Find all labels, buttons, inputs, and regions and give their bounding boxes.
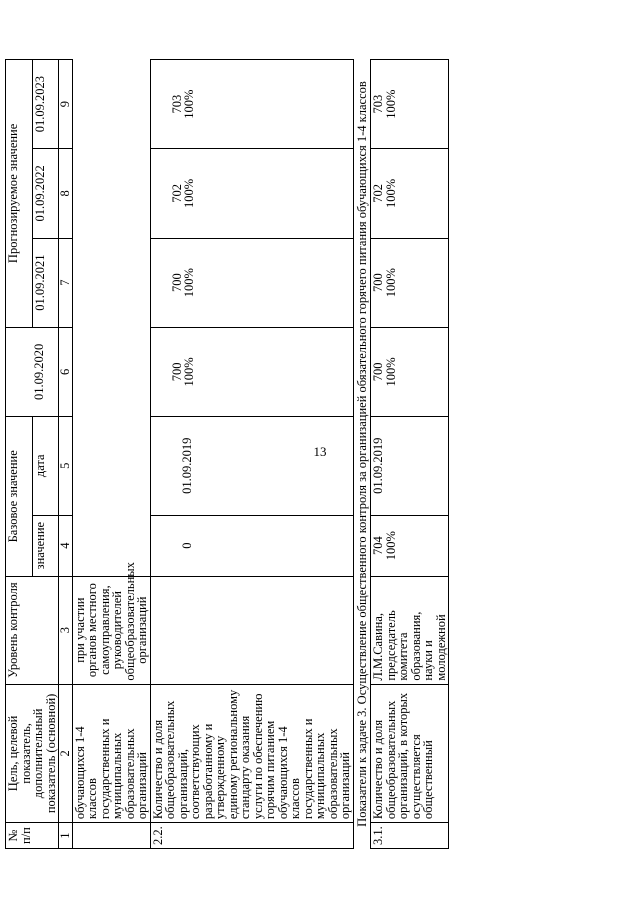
row-cell	[72, 515, 150, 576]
row-num: 3.1.	[371, 823, 449, 849]
row-level-continued: при участии органов местного самоуправления, руководителей общеобразовательных организаций	[72, 576, 150, 684]
table-row	[72, 60, 150, 849]
row-num: 2.2.	[150, 823, 353, 849]
row-value-2020: 700 100%	[150, 327, 353, 416]
col-number: 1	[59, 823, 73, 849]
col-number: 4	[59, 515, 73, 576]
header-date-2023: 01.09.2023	[32, 60, 59, 149]
header-goal: Цель, целевой показатель, дополнительный показатель (основной)	[6, 684, 59, 823]
header-date-2021: 01.09.2021	[32, 238, 59, 327]
col-number: 9	[59, 60, 73, 149]
row-goal: Количество и доля общеобразовательных организаций, соответствующих разработанному и утвержденному единому региональному стандарту оказания услуги по обеспечению горячим питанием обучающихся 1-4 классов государственных и муниципальных образовательных организаций	[150, 684, 353, 823]
row-cell	[72, 416, 150, 515]
row-value-2023: 703 100%	[150, 60, 353, 149]
header-date-2022: 01.09.2022	[32, 149, 59, 238]
row-level: Л.М.Савина, председатель комитета образования, науки и молодежной	[371, 576, 449, 684]
col-number: 5	[59, 416, 73, 515]
row-cell	[72, 149, 150, 238]
col-number: 7	[59, 238, 73, 327]
row-value-2021: 700 100%	[150, 238, 353, 327]
row-value-2021: 700 100%	[371, 238, 449, 327]
row-base-date: 01.09.2019	[371, 416, 449, 515]
header-level: Уровень контроля	[6, 576, 59, 684]
row-value-2023: 703 100%	[371, 60, 449, 149]
row-level	[150, 576, 353, 684]
table-row	[150, 60, 353, 849]
header-forecast: Прогнозируемое значение	[6, 60, 33, 328]
indicators-table	[5, 59, 449, 849]
row-base-value: 0	[150, 515, 353, 576]
table-row	[371, 60, 449, 849]
row-value-2020: 700 100%	[371, 327, 449, 416]
row-goal-continued: обучающихся 1-4 классов государственных и муниципальных образовательных организаций	[72, 684, 150, 823]
section-title: Показатели к задаче 3. Осуществление общественного контроля за организацией обязательного горячего питания обучающихся 1-4 классов	[353, 60, 371, 849]
row-base-date: 01.09.2019	[150, 416, 353, 515]
rotated-table-wrapper	[5, 59, 455, 849]
header-num: № п/п	[6, 823, 59, 849]
row-value-2022: 702 100%	[371, 149, 449, 238]
header-base-value: значение	[32, 515, 59, 576]
header-base-date: дата	[32, 416, 59, 515]
row-cell	[72, 327, 150, 416]
page-number: 13	[313, 444, 327, 459]
header-forecast-spacer	[6, 327, 33, 416]
row-value-2022: 702 100%	[150, 149, 353, 238]
header-base: Базовое значение	[6, 416, 33, 576]
col-number: 6	[59, 327, 73, 416]
col-number: 2	[59, 684, 73, 823]
row-goal: Количество и доля общеобразовательных организаций, в которых осуществляется общественный	[371, 684, 449, 823]
col-number: 3	[59, 576, 73, 684]
row-cell	[72, 60, 150, 149]
col-number: 8	[59, 149, 73, 238]
row-base-value: 704 100%	[371, 515, 449, 576]
row-cell	[72, 238, 150, 327]
row-num-empty	[72, 823, 150, 849]
header-date-2020: 01.09.2020	[32, 327, 59, 416]
